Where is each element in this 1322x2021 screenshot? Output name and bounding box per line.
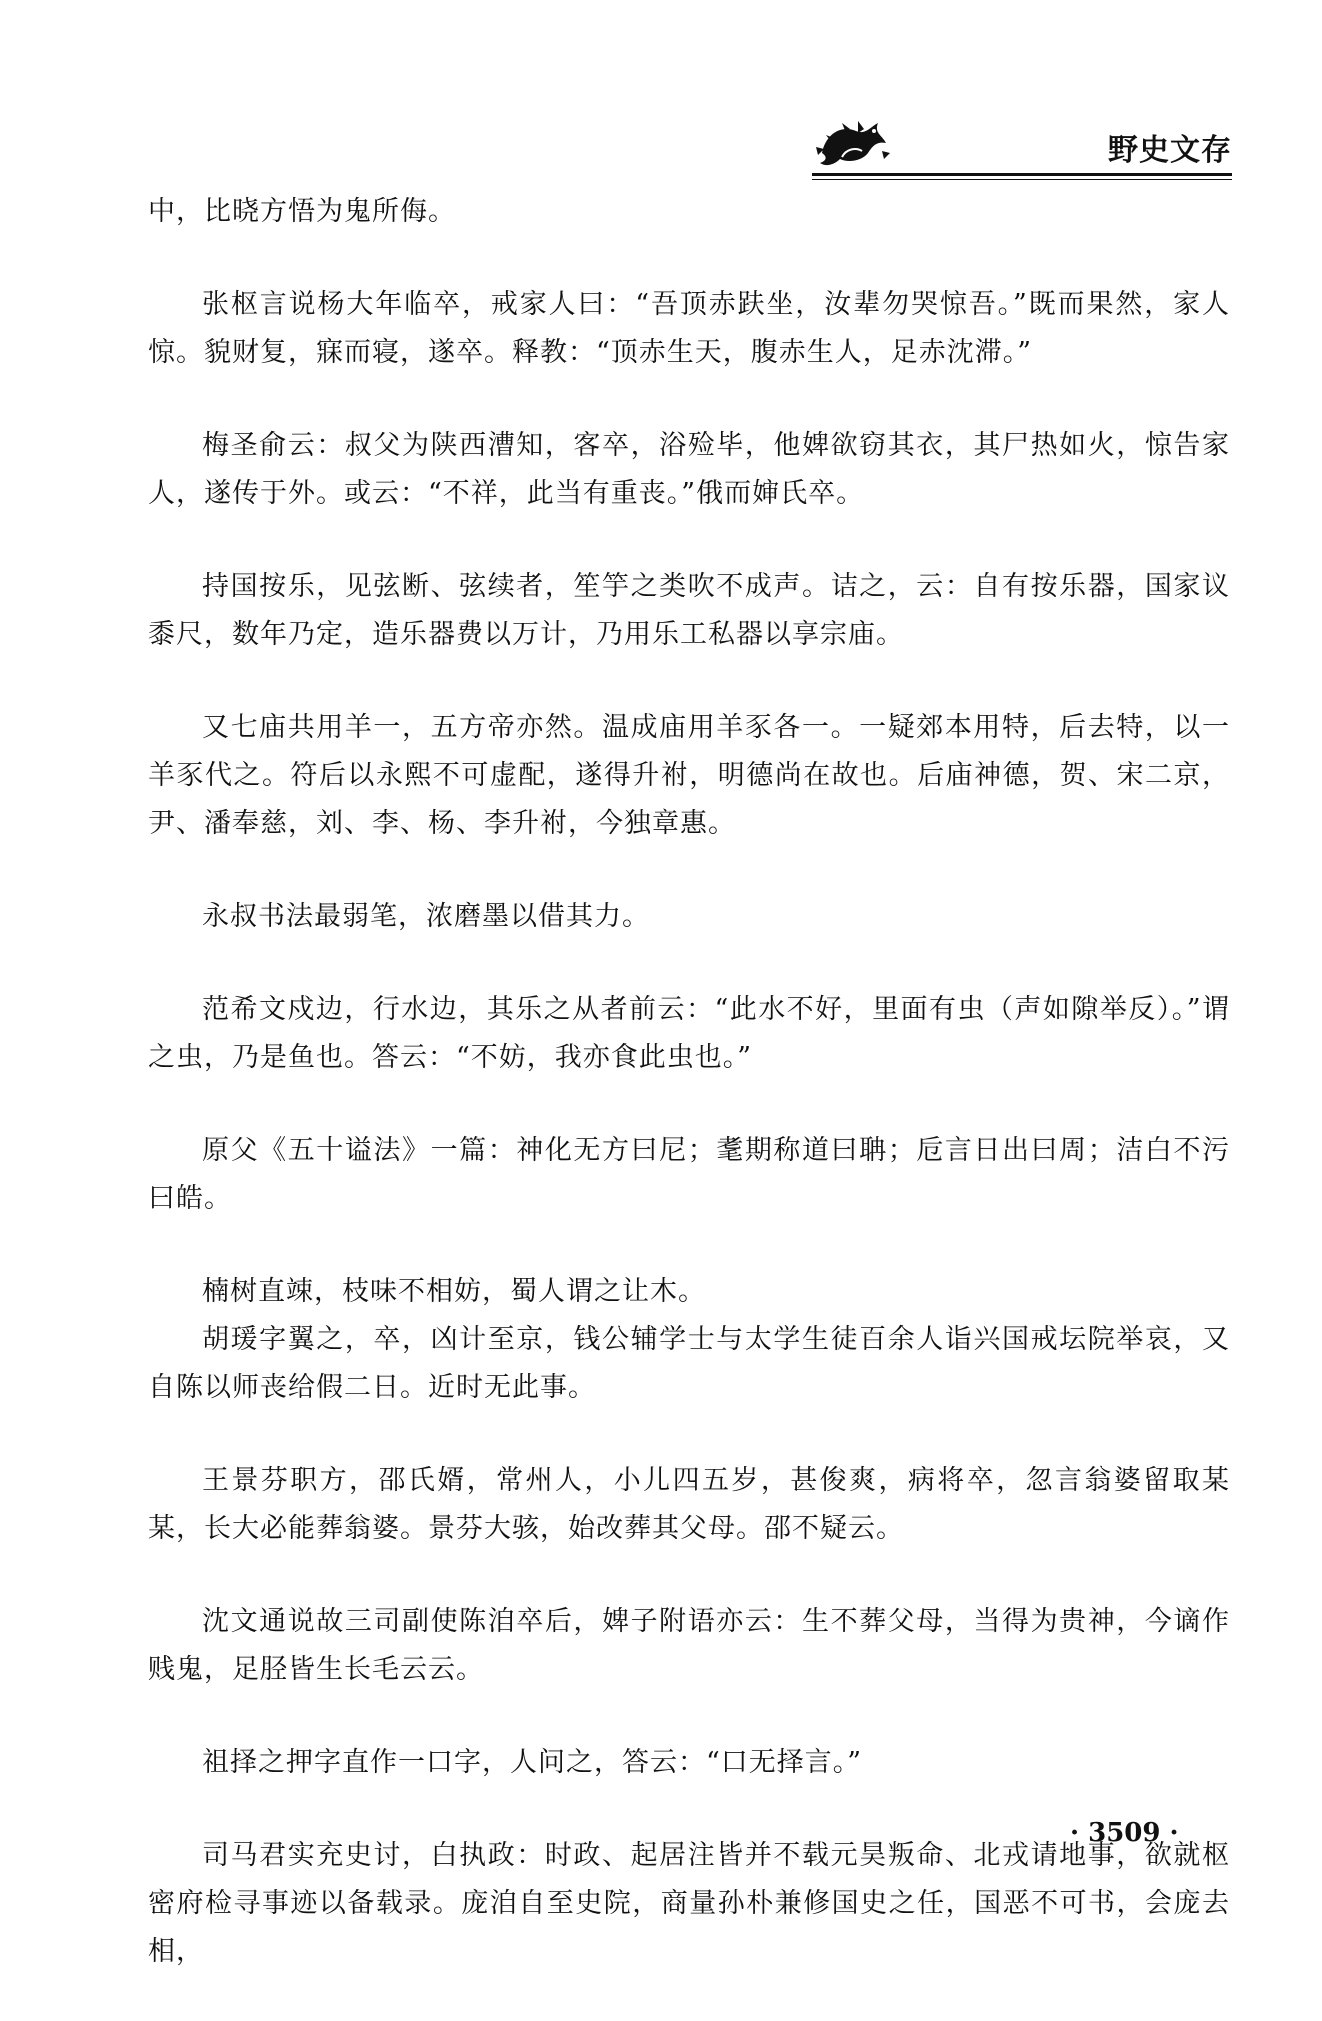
header-rule-thin (812, 179, 1232, 180)
paragraph: 沈文通说故三司副使陈洎卒后，婢子附语亦云：生不葬父母，当得为贵神，今谪作贱鬼，足胫皆生长毛云云。 (148, 1606, 1230, 1685)
paragraph: 楠树直竦，枝味不相妨，蜀人谓之让木。 (202, 1276, 706, 1307)
paragraph: 张枢言说杨大年临卒，戒家人曰：“吾顶赤趺坐，汝辈勿哭惊吾。”既而果然，家人惊。貌财复，寐而寝，遂卒。释教：“顶赤生天，腹赤生人，足赤沈滞。” (148, 289, 1230, 368)
header-rule (812, 173, 1232, 176)
running-header (812, 105, 1232, 185)
paragraph: 中，比晓方悟为鬼所侮。 (148, 196, 456, 227)
running-header-title: 野史文存 (1108, 133, 1232, 168)
paragraph: 王景芬职方，邵氏婿，常州人，小儿四五岁，甚俊爽，病将卒，忽言翁婆留取某某，长大必能葬翁婆。景芬大骇，始改葬其父母。邵不疑云。 (148, 1465, 1230, 1544)
paragraph: 范希文戍边，行水边，其乐之从者前云：“此水不好，里面有虫（声如隙举反）。”谓之虫，乃是鱼也。答云：“不妨，我亦食此虫也。” (148, 994, 1230, 1073)
paragraph: 祖择之押字直作一口字，人问之，答云：“口无择言。” (202, 1747, 863, 1778)
paragraph: 原父《五十谥法》一篇：神化无方曰尼；耄期称道曰聃；卮言日出曰周；洁白不污曰皓。 (148, 1135, 1230, 1214)
paragraph: 梅圣俞云：叔父为陕西漕知，客卒，浴殓毕，他婢欲窃其衣，其尸热如火，惊告家人，遂传于外。或云：“不祥，此当有重丧。”俄而婶氏卒。 (148, 430, 1230, 509)
page-body (148, 188, 1230, 2021)
dragon-logo-icon (812, 113, 892, 173)
paragraph: 司马君实充史讨，白执政：时政、起居注皆并不载元昊叛命、北戎请地事，欲就枢密府检寻事迹以备载录。庞洎自至史院，商量孙朴兼修国史之任，国恶不可书，会庞去相， (148, 1840, 1230, 1967)
paragraph: 又七庙共用羊一，五方帝亦然。温成庙用羊豕各一。一疑郊本用特，后去特，以一羊豕代之。符后以永熙不可虚配，遂得升祔，明德尚在故也。后庙神德，贺、宋二京，尹、潘奉慈，刘、李、杨、李升祔，今独章惠。 (148, 712, 1230, 839)
page-number: · 3509 · (1070, 1818, 1179, 1848)
paragraph: 永叔书法最弱笔，浓磨墨以借其力。 (202, 901, 650, 932)
paragraph: 胡瑗字翼之，卒，凶计至京，钱公辅学士与太学生徒百余人诣兴国戒坛院举哀，又自陈以师丧给假二日。近时无此事。 (148, 1324, 1230, 1403)
paragraph: 持国按乐，见弦断、弦续者，笙竽之类吹不成声。诘之，云：自有按乐器，国家议黍尺，数年乃定，造乐器费以万计，乃用乐工私器以享宗庙。 (148, 571, 1230, 650)
